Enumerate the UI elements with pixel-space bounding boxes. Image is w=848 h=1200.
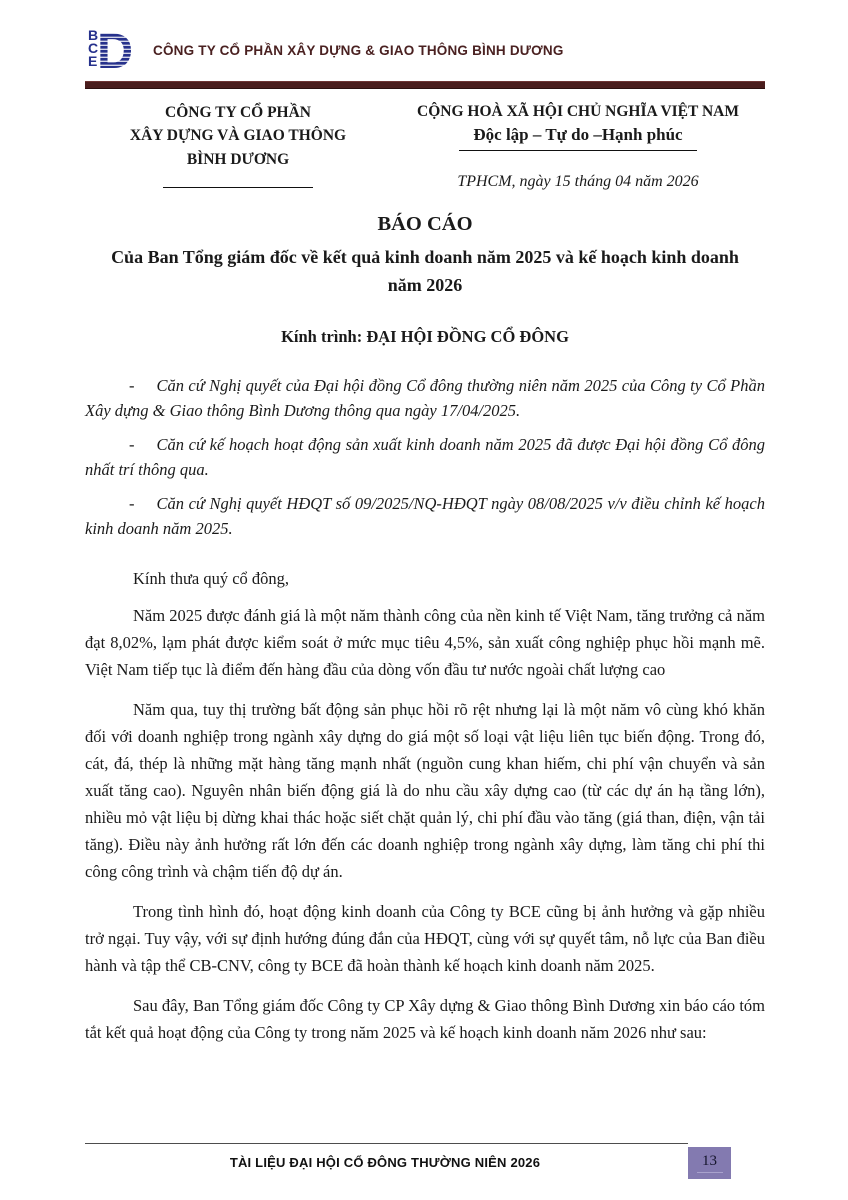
page-number-badge (688, 1147, 731, 1179)
svg-text:D: D (97, 26, 134, 74)
citation-item (85, 432, 765, 482)
submission-line: Kính trình: ĐẠI HỘI ĐỒNG CỔ ĐÔNG (281, 327, 569, 347)
national-heading-block (391, 101, 765, 191)
body-paragraph: Năm 2025 được đánh giá là một năm thành công của nền kinh tế Việt Nam, tăng trưởng cả năm đạt 8,02%, lạm phát được kiểm soát ở mức mục tiêu 4,5%, sản xuất công nghiệp phục hồi mạnh mẽ. Việt Nam tiếp tục là điểm đến hàng đầu của dòng vốn đầu tư nước ngoài chất lượng cao (85, 606, 765, 680)
citation-text: Căn cứ Nghị quyết của Đại hội đồng Cổ đông thường niên năm 2025 của Công ty Cổ Phần Xây dựng & Giao thông Bình Dương thông qua ngày 17/04/2025. (85, 376, 765, 421)
date-line: TPHCM, ngày 15 tháng 04 năm 2026 (457, 172, 699, 190)
national-motto-line1: CỘNG HOÀ XÃ HỘI CHỦ NGHĨA VIỆT NAM (417, 103, 739, 120)
company-heading-line1: CÔNG TY CỔ PHẦN (165, 104, 311, 121)
company-heading-line2: XÂY DỰNG VÀ GIAO THÔNG (129, 127, 347, 145)
banner-rule (85, 81, 765, 89)
svg-text:C: C (88, 40, 99, 56)
company-heading-block (85, 101, 391, 191)
banner-company-name: CÔNG TY CỔ PHẦN XÂY DỰNG & GIAO THÔNG BÌNH DƯƠNG (153, 42, 564, 58)
company-heading-underline (163, 187, 313, 188)
citation-dash: - (129, 494, 135, 514)
citation-text: Căn cứ kế hoạch hoạt động sản xuất kinh doanh năm 2025 đã được Đại hội đồng Cổ đông nhất trí thông qua. (85, 435, 765, 480)
salutation: Kính thưa quý cổ đông, (133, 569, 290, 589)
citation-dash: - (129, 376, 135, 396)
national-motto-underline (459, 150, 697, 151)
footer-rule (85, 1143, 688, 1144)
company-heading-line3: BÌNH DƯƠNG (186, 150, 290, 168)
citation-dash: - (129, 435, 135, 455)
citation-text: Căn cứ Nghị quyết HĐQT số 09/2025/NQ-HĐQT ngày 08/08/2025 v/v điều chỉnh kế hoạch kinh doanh năm 2025. (85, 494, 765, 539)
heading-columns (85, 101, 765, 191)
national-motto-line2: Độc lập – Tự do –Hạnh phúc (473, 124, 683, 144)
body-paragraph: Sau đây, Ban Tổng giám đốc Công ty CP Xây dựng & Giao thông Bình Dương xin báo cáo tóm tắt kết quả hoạt động của Công ty trong năm 2025 và kế hoạch kinh doanh năm 2026 như sau: (85, 996, 765, 1043)
citation-item (85, 491, 765, 541)
document-title: BÁO CÁO (377, 212, 473, 235)
document-subtitle: Của Ban Tổng giám đốc về kết quả kinh doanh năm 2025 và kế hoạch kinh doanh năm 2026 (111, 246, 739, 295)
company-logo-icon (85, 26, 139, 74)
footer-text: TÀI LIỆU ĐẠI HỘI CỔ ĐÔNG THƯỜNG NIÊN 2026 (229, 1155, 541, 1170)
citation-item (85, 373, 765, 423)
svg-text:E: E (88, 53, 98, 69)
body-paragraph: Năm qua, tuy thị trường bất động sản phục hồi rõ rệt nhưng lại là một năm vô cùng khó khăn đối với doanh nghiệp trong ngành xây dựng do giá một số loại vật liệu liên tục biến động. Trong đó, cát, đá, thép là những mặt hàng tăng mạnh nhất (nguồn cung khan hiếm, chi phí vận chuyển và sản xuất tăng cao). Nguyên nhân biến động giá là do nhu cầu xây dựng cao (từ các dự án hạ tầng lớn), nhiều mỏ vật liệu bị dừng khai thác hoặc siết chặt quản lý, chi phí đầu vào tăng (giá than, điện, vận tải tăng). Điều này ảnh hưởng rất lớn đến các doanh nghiệp trong ngành xây dựng, làm tăng chi phí thi công công trình và chậm tiến độ dự án. (85, 700, 765, 882)
body-paragraph: Trong tình hình đó, hoạt động kinh doanh của Công ty BCE cũng bị ảnh hưởng và gặp nhiều trở ngại. Tuy vậy, với sự định hướng đúng đắn của HĐQT, cùng với sự quyết tâm, nỗ lực của Ban điều hành và tập thể CB-CNV, công ty BCE đã hoàn thành kế hoạch kinh doanh năm 2025. (85, 902, 765, 976)
top-banner (85, 26, 765, 74)
page-number-underline (697, 1172, 723, 1173)
svg-text:B: B (88, 27, 99, 43)
citation-list (85, 373, 765, 541)
page-number: 13 (702, 1152, 717, 1169)
